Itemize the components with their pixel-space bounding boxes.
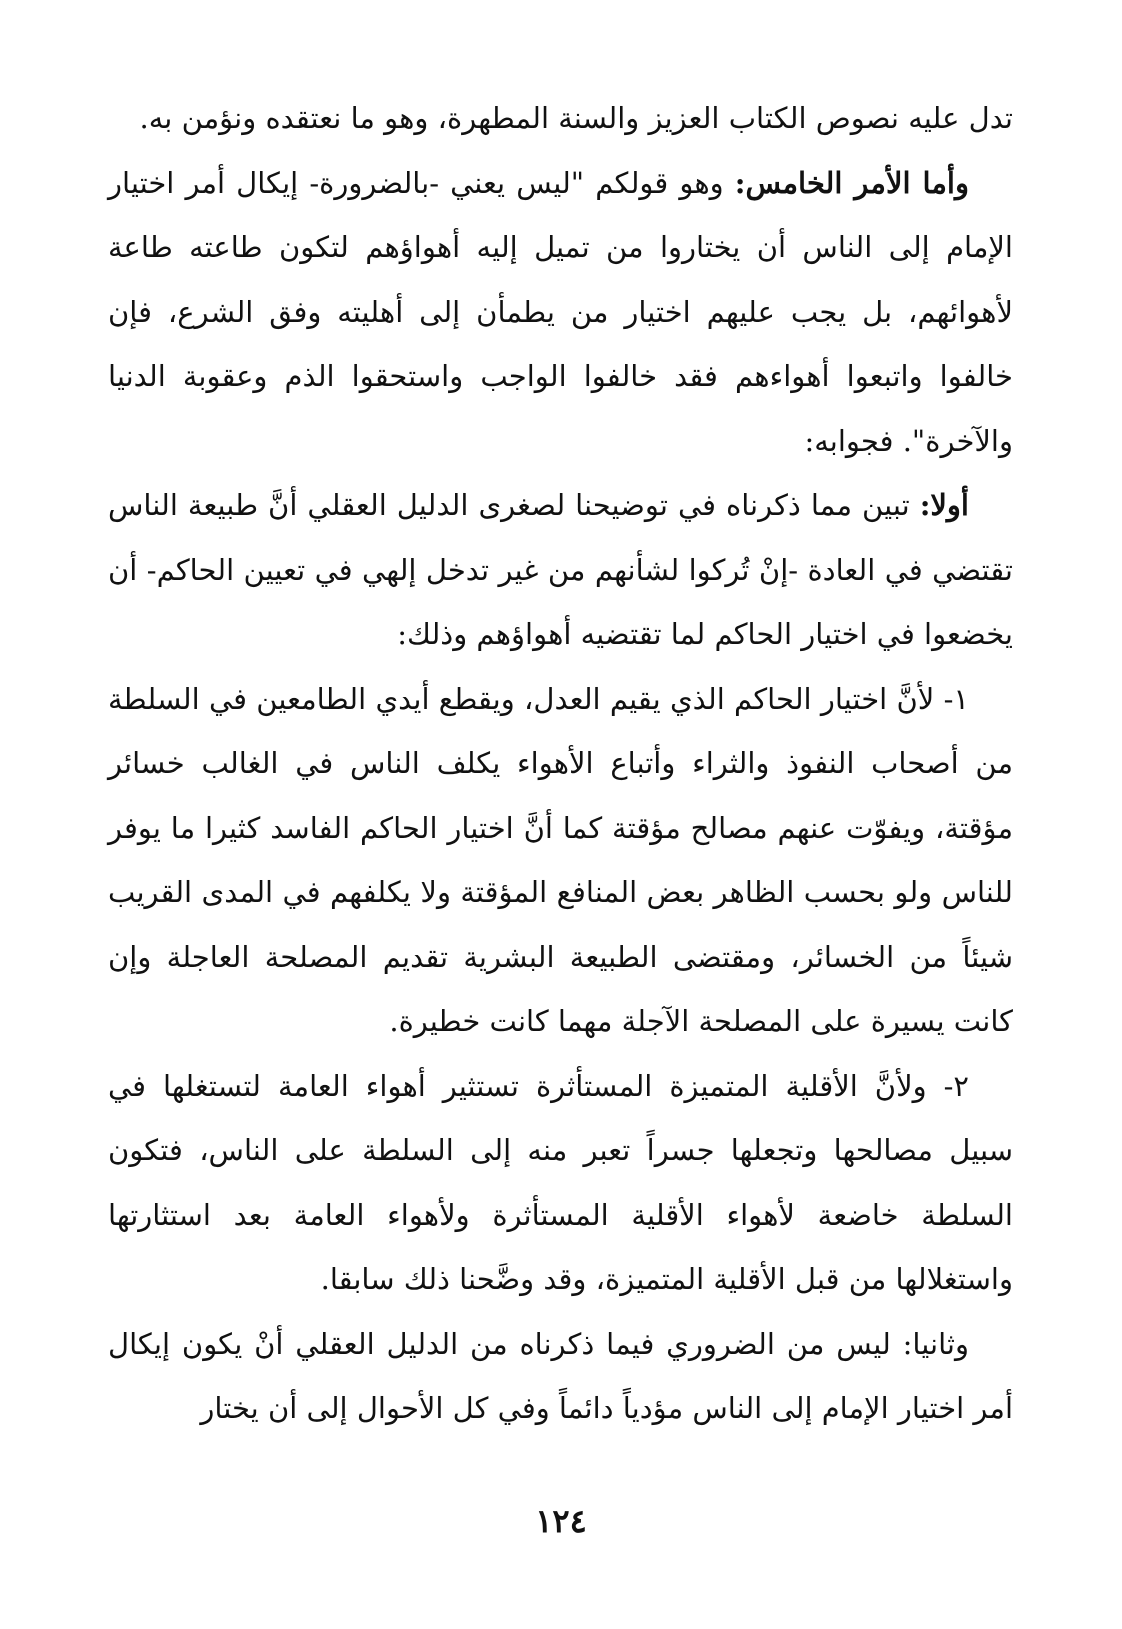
- paragraph-2-text: وهو قولكم "ليس يعني -بالضرورة- إيكال أمر اختيار الإمام إلى الناس أن يختاروا من تميل إليه أهواؤهم لتكون طاعته طاعة لأهوائهم، بل يجب عليهم اختيار من يطمأن إلى أهليته وفق الشرع، فإن خالفوا واتبعوا أهواءهم فقد خالفوا الواجب واستحقوا الذم وعقوبة الدنيا والآخرة". فجوابه:: [108, 165, 1013, 458]
- paragraph-5-text: ٢- ولأنَّ الأقلية المتميزة المستأثرة تستثير أهواء العامة لتستغلها في سبيل مصالحها وتجعلها جسراً تعبر منه إلى السلطة على الناس، فتكون السلطة خاضعة لأهواء الأقلية المستأثرة ولأهواء العامة بعد استثارتها واستغلالها من قبل الأقلية المتميزة، وقد وضَّحنا ذلك سابقا.: [108, 1068, 1013, 1296]
- paragraph-2: [108, 151, 1013, 474]
- paragraph-6: [108, 1312, 1013, 1441]
- paragraph-2-heading: وأما الأمر الخامس:: [734, 165, 969, 200]
- body-text: [108, 86, 1013, 1441]
- paragraph-3-text: تبين مما ذكرناه في توضيحنا لصغرى الدليل العقلي أنَّ طبيعة الناس تقتضي في العادة -إنْ تُركوا لشأنهم من غير تدخل إلهي في تعيين الحاكم- أن يخضعوا في اختيار الحاكم لما تقتضيه أهواؤهم وذلك:: [108, 488, 1013, 651]
- paragraph-1: [108, 86, 1013, 151]
- paragraph-3: [108, 473, 1013, 667]
- paragraph-4-text: ١- لأنَّ اختيار الحاكم الذي يقيم العدل، ويقطع أيدي الطامعين في السلطة من أصحاب النفوذ والثراء وأتباع الأهواء يكلف الناس في الغالب خسائر مؤقتة، ويفوّت عنهم مصالح مؤقتة كما أنَّ اختيار الحاكم الفاسد كثيرا ما يوفر للناس ولو بحسب الظاهر بعض المنافع المؤقتة ولا يكلفهم في المدى القريب شيئاً من الخسائر، ومقتضى الطبيعة البشرية تقديم المصلحة العاجلة وإن كانت يسيرة على المصلحة الآجلة مهما كانت خطيرة.: [108, 681, 1013, 1038]
- paragraph-5: [108, 1054, 1013, 1312]
- paragraph-3-heading: أولا:: [919, 488, 969, 522]
- paragraph-6-text: وثانيا: ليس من الضروري فيما ذكرناه من الدليل العقلي أنْ يكون إيكال أمر اختيار الإمام إلى الناس مؤدياً دائماً وفي كل الأحوال إلى أن يختار: [108, 1326, 1013, 1425]
- page-number: ١٢٤: [535, 1502, 587, 1540]
- paragraph-4: [108, 667, 1013, 1054]
- paragraph-1-text: تدل عليه نصوص الكتاب العزيز والسنة المطهرة، وهو ما نعتقده ونؤمن به.: [139, 101, 1013, 135]
